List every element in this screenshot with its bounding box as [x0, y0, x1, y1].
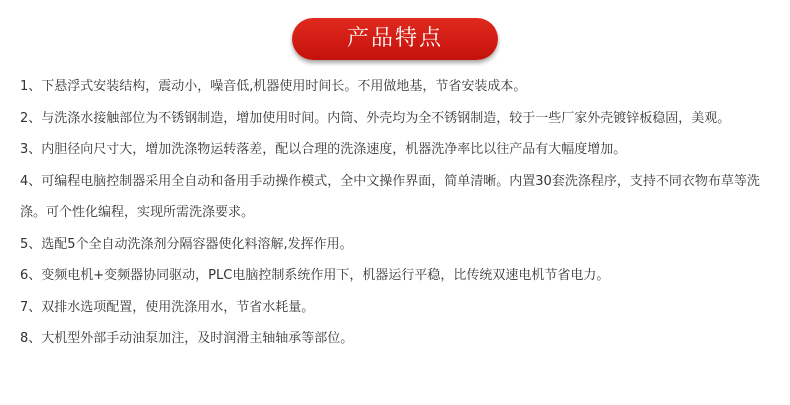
- section-header: [0, 18, 790, 60]
- feature-list: [20, 71, 780, 355]
- page-title: 产品特点: [346, 26, 443, 51]
- feature-item-2: 2、与洗涤水接触部位为不锈钢制造，增加使用时间。内筒、外壳均为全不锈钢制造，较于一些厂家外壳镀锌板稳固，美观。: [20, 110, 731, 126]
- title-banner: [292, 18, 498, 60]
- feature-item-4: 4、可编程电脑控制器采用全自动和备用手动操作模式，全中文操作界面，简单清晰。内置30套洗涤程序，支持不同衣物布草等洗涤。可个性化编程，实现所需洗涤要求。: [20, 173, 760, 220]
- feature-item-1: 1、下悬浮式安装结构，震动小，噪音低,机器使用时间长。不用做地基，节省安装成本。: [20, 79, 527, 94]
- feature-item-7: 7、双排水选项配置，使用洗涤用水，节省水耗量。: [20, 299, 315, 315]
- feature-item-8: 8、大机型外部手动油泵加注，及时润滑主轴轴承等部位。: [20, 331, 354, 346]
- feature-item-6: 6、变频电机+变频器协同驱动，PLC电脑控制系统作用下，机器运行平稳，比传统双速电机节省电力。: [20, 268, 610, 283]
- feature-item-3: 3、内胆径向尺寸大，增加洗涤物运转落差，配以合理的洗涤速度，机器洗净率比以往产品有大幅度增加。: [20, 142, 627, 157]
- feature-item-5: 5、选配5个全自动洗涤剂分隔容器使化料溶解,发挥作用。: [20, 236, 353, 252]
